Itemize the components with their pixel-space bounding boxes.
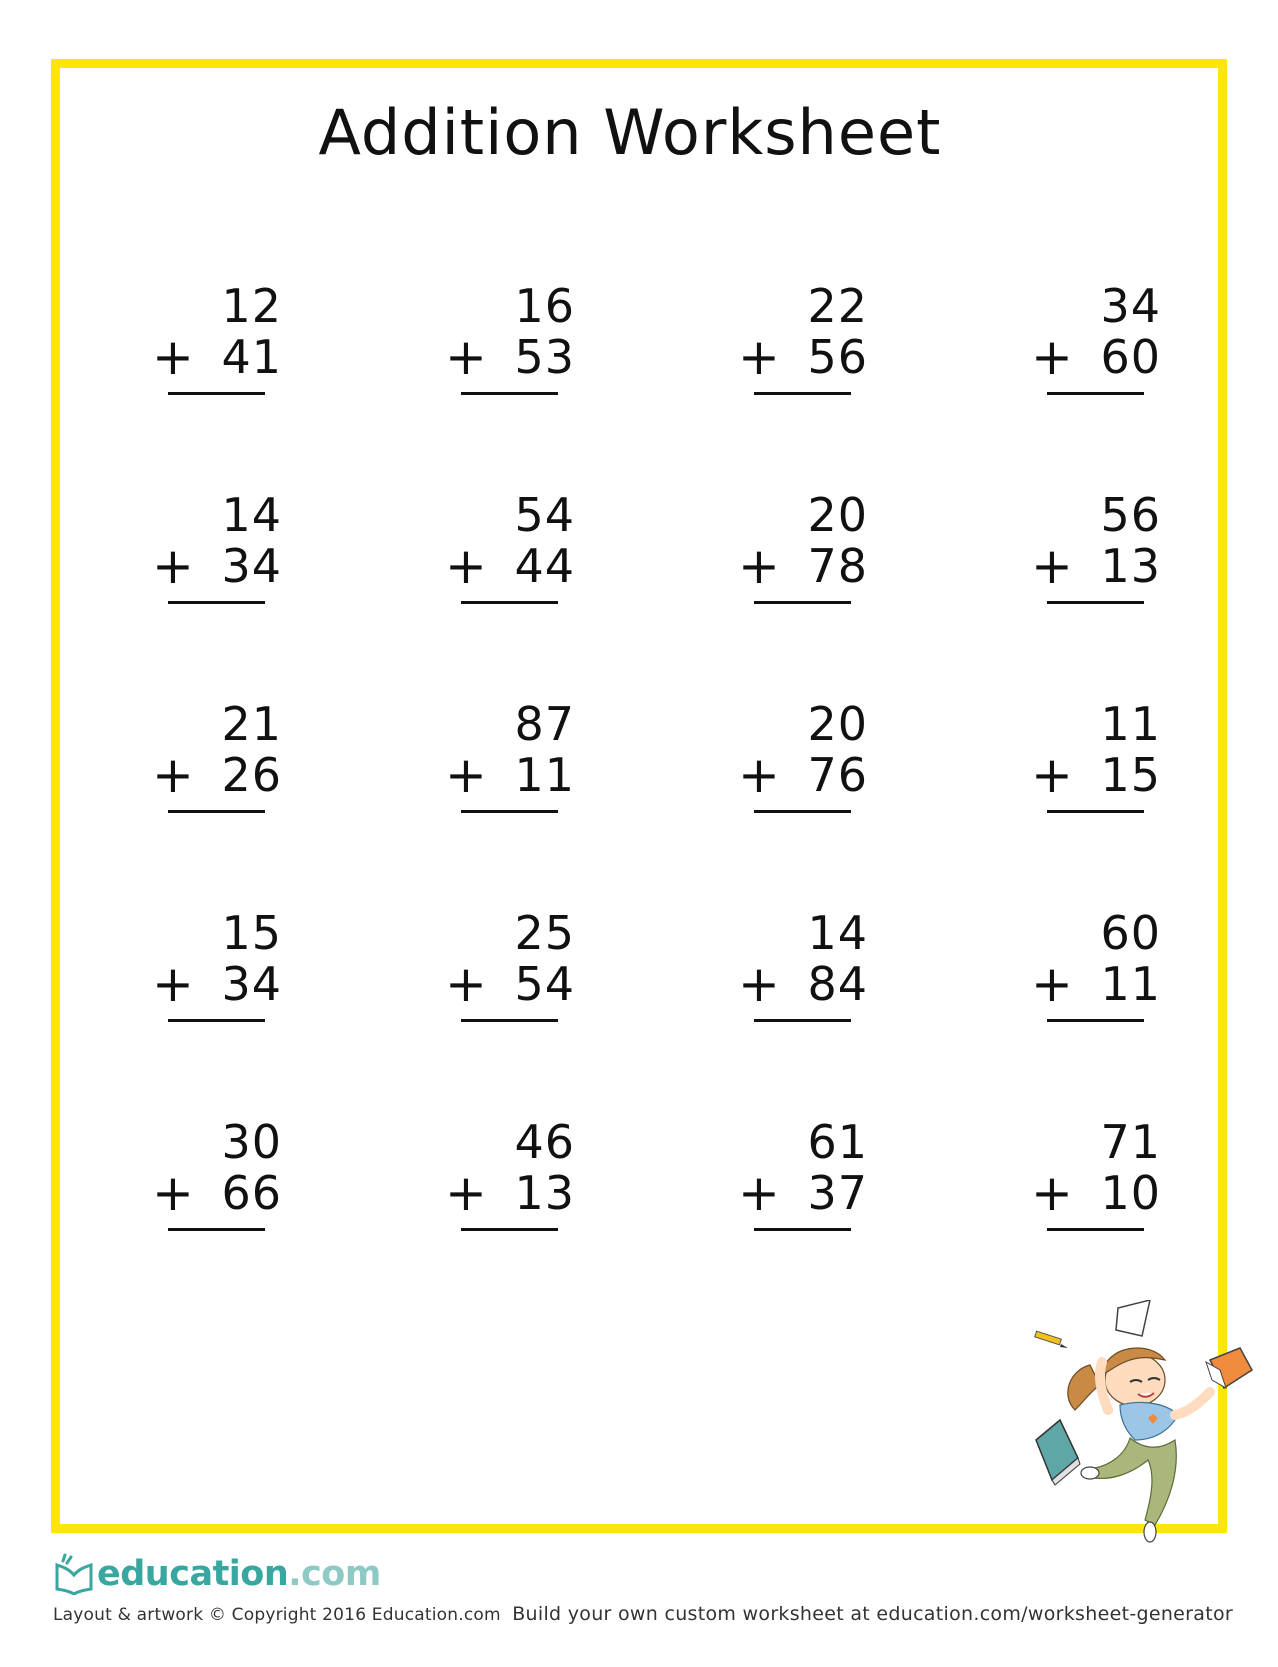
- addend-top: 30: [221, 1115, 282, 1169]
- plus-sign: +: [152, 955, 194, 1013]
- addend-top: 20: [807, 697, 868, 751]
- answer-line: [168, 392, 265, 395]
- problem-2: [445, 280, 575, 410]
- answer-line: [1047, 810, 1144, 813]
- worksheet-generator-link[interactable]: Build your own custom worksheet at education.com/worksheet-generator: [512, 1603, 1233, 1625]
- problem-13: [152, 907, 282, 1037]
- addend-bottom: 54: [514, 957, 575, 1011]
- plus-sign: +: [445, 746, 487, 804]
- addend-top: 87: [514, 697, 575, 751]
- answer-line: [754, 810, 851, 813]
- jumping-girl-illustration: [1030, 1300, 1260, 1570]
- addend-bottom: 53: [514, 330, 575, 384]
- problem-5: [152, 489, 282, 619]
- plus-sign: +: [738, 328, 780, 386]
- answer-line: [754, 601, 851, 604]
- addend-bottom: 10: [1100, 1166, 1161, 1220]
- plus-sign: +: [738, 955, 780, 1013]
- addend-bottom: 60: [1100, 330, 1161, 384]
- girl-figure: [1068, 1348, 1210, 1542]
- addend-top: 54: [514, 488, 575, 542]
- answer-line: [461, 810, 558, 813]
- addend-top: 20: [807, 488, 868, 542]
- answer-line: [754, 1228, 851, 1231]
- addend-top: 14: [221, 488, 282, 542]
- book-logo-icon: [53, 1553, 95, 1595]
- addend-bottom: 34: [221, 957, 282, 1011]
- problem-15: [738, 907, 868, 1037]
- pencil-icon: [1035, 1331, 1068, 1348]
- addend-bottom: 66: [221, 1166, 282, 1220]
- answer-line: [168, 810, 265, 813]
- plus-sign: +: [152, 328, 194, 386]
- problem-12: [1031, 698, 1161, 828]
- logo-name: education: [97, 1554, 289, 1594]
- answer-line: [1047, 1228, 1144, 1231]
- plus-sign: +: [445, 1164, 487, 1222]
- answer-line: [461, 1019, 558, 1022]
- addend-bottom: 13: [1100, 539, 1161, 593]
- problem-11: [738, 698, 868, 828]
- problem-9: [152, 698, 282, 828]
- plus-sign: +: [152, 746, 194, 804]
- addend-bottom: 15: [1100, 748, 1161, 802]
- problem-20: [1031, 1116, 1161, 1246]
- addend-top: 71: [1100, 1115, 1161, 1169]
- plus-sign: +: [1031, 746, 1073, 804]
- addend-top: 61: [807, 1115, 868, 1169]
- problem-19: [738, 1116, 868, 1246]
- addend-bottom: 13: [514, 1166, 575, 1220]
- plus-sign: +: [445, 328, 487, 386]
- addend-top: 60: [1100, 906, 1161, 960]
- addend-bottom: 26: [221, 748, 282, 802]
- plus-sign: +: [152, 1164, 194, 1222]
- problem-17: [152, 1116, 282, 1246]
- addend-top: 56: [1100, 488, 1161, 542]
- answer-line: [168, 1019, 265, 1022]
- plus-sign: +: [738, 1164, 780, 1222]
- teal-book-icon: [1036, 1420, 1080, 1485]
- addend-top: 25: [514, 906, 575, 960]
- answer-line: [168, 1228, 265, 1231]
- problem-8: [1031, 489, 1161, 619]
- paper-icon: [1116, 1300, 1150, 1336]
- plus-sign: +: [445, 537, 487, 595]
- plus-sign: +: [152, 537, 194, 595]
- plus-sign: +: [1031, 328, 1073, 386]
- answer-line: [168, 601, 265, 604]
- problem-16: [1031, 907, 1161, 1037]
- addend-top: 22: [807, 279, 868, 333]
- answer-line: [754, 392, 851, 395]
- problem-7: [738, 489, 868, 619]
- addend-top: 16: [514, 279, 575, 333]
- addend-bottom: 84: [807, 957, 868, 1011]
- addend-bottom: 44: [514, 539, 575, 593]
- problem-14: [445, 907, 575, 1037]
- addend-top: 21: [221, 697, 282, 751]
- addend-bottom: 56: [807, 330, 868, 384]
- problem-6: [445, 489, 575, 619]
- addend-top: 14: [807, 906, 868, 960]
- answer-line: [1047, 601, 1144, 604]
- addend-bottom: 34: [221, 539, 282, 593]
- plus-sign: +: [1031, 955, 1073, 1013]
- addend-top: 12: [221, 279, 282, 333]
- plus-sign: +: [738, 746, 780, 804]
- answer-line: [1047, 1019, 1144, 1022]
- orange-book-icon: [1206, 1348, 1252, 1388]
- answer-line: [461, 601, 558, 604]
- addend-bottom: 78: [807, 539, 868, 593]
- plus-sign: +: [738, 537, 780, 595]
- addend-bottom: 76: [807, 748, 868, 802]
- logo-suffix: .com: [288, 1554, 381, 1594]
- addend-bottom: 11: [1100, 957, 1161, 1011]
- plus-sign: +: [1031, 1164, 1073, 1222]
- addend-bottom: 11: [514, 748, 575, 802]
- copyright-text: Layout & artwork © Copyright 2016 Education.com: [53, 1605, 501, 1625]
- addend-bottom: 37: [807, 1166, 868, 1220]
- answer-line: [461, 1228, 558, 1231]
- plus-sign: +: [1031, 537, 1073, 595]
- problem-18: [445, 1116, 575, 1246]
- addend-top: 15: [221, 906, 282, 960]
- problem-3: [738, 280, 868, 410]
- problem-1: [152, 280, 282, 410]
- addend-top: 34: [1100, 279, 1161, 333]
- answer-line: [461, 392, 558, 395]
- addend-top: 46: [514, 1115, 575, 1169]
- problem-4: [1031, 280, 1161, 410]
- answer-line: [1047, 392, 1144, 395]
- page-title: Addition Worksheet: [318, 96, 942, 169]
- problem-10: [445, 698, 575, 828]
- answer-line: [754, 1019, 851, 1022]
- logo-wordmark: [97, 1554, 381, 1594]
- addend-top: 11: [1100, 697, 1161, 751]
- addend-bottom: 41: [221, 330, 282, 384]
- education-logo[interactable]: [53, 1551, 381, 1597]
- plus-sign: +: [445, 955, 487, 1013]
